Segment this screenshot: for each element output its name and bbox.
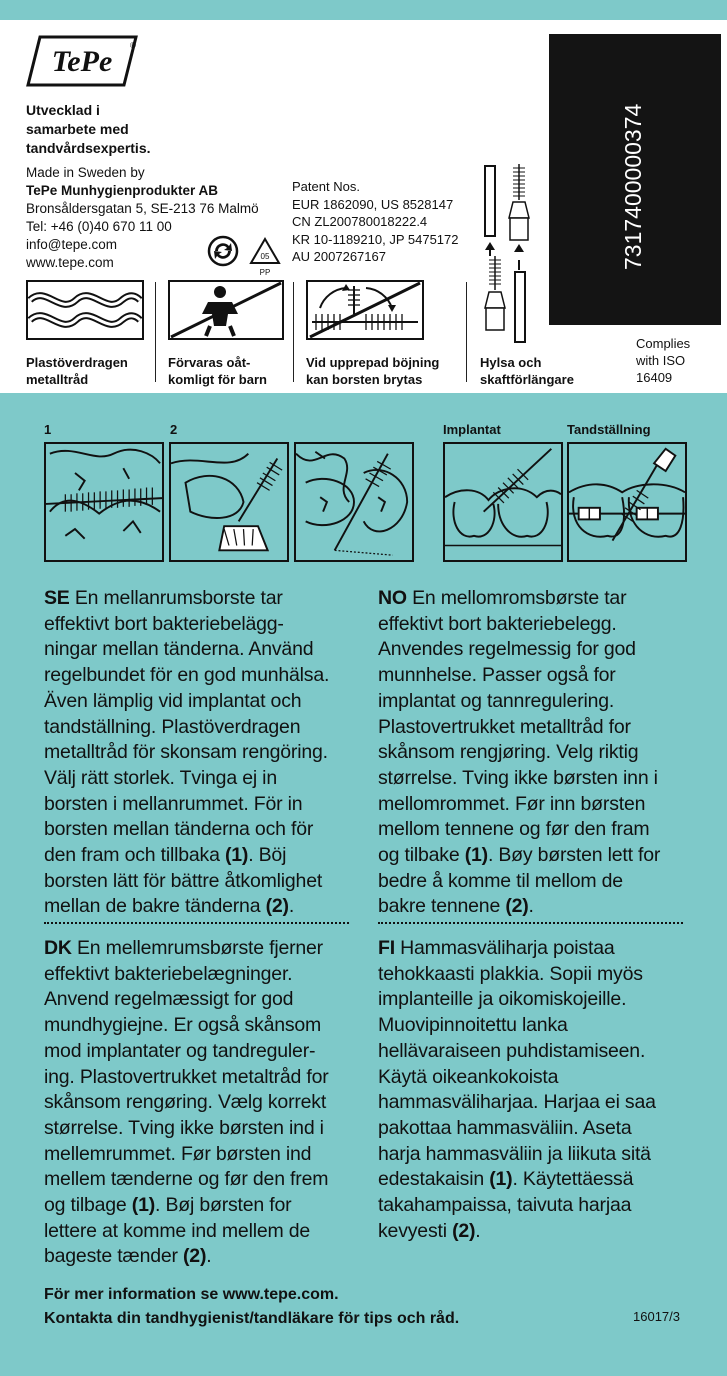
top-stripe bbox=[0, 0, 727, 20]
tagline-line: samarbete med bbox=[26, 121, 129, 137]
email: info@tepe.com bbox=[26, 237, 117, 252]
language-code: FI bbox=[378, 937, 395, 959]
text-line: mellom tennene og før den fram bbox=[378, 818, 650, 841]
text-line: pakottaa hammasväliin. Aseta bbox=[378, 1116, 632, 1139]
text-line: implantat og tannregulering. bbox=[378, 689, 615, 712]
text-line: . Bøj børsten for bbox=[155, 1194, 292, 1217]
text-line: . bbox=[475, 1219, 481, 1242]
keep-away-from-children-icon bbox=[168, 280, 284, 340]
coated-wire-icon bbox=[26, 280, 144, 340]
text-line: Muovipinnoitettu lanka bbox=[378, 1014, 568, 1037]
text-line: mundhygiejne. Er også skånsom bbox=[44, 1014, 322, 1037]
caption-line: Plastöverdragen bbox=[26, 355, 128, 370]
implant-illustration bbox=[443, 442, 563, 562]
text-line: og tilbage bbox=[44, 1194, 132, 1217]
tepe-logo bbox=[26, 35, 138, 87]
svg-text:TePe: TePe bbox=[51, 45, 113, 78]
text-line: Plastovertrukket metalltråd for bbox=[378, 715, 631, 738]
tagline-line: tandvårdsexpertis. bbox=[26, 140, 151, 156]
text-line: mellan de bakre tänderna bbox=[44, 895, 266, 918]
step-ref: (1) bbox=[224, 844, 249, 867]
tagline bbox=[26, 101, 266, 158]
text-line: hellävaraiseen puhdistamiseen. bbox=[378, 1039, 646, 1062]
instructions-se bbox=[44, 586, 364, 920]
step-ref: (2) bbox=[505, 895, 529, 918]
patent-title: Patent Nos. bbox=[292, 179, 360, 194]
text-line: den fram och tillbaka bbox=[44, 844, 225, 867]
text-line: mellomrommet. Før inn børsten bbox=[378, 792, 646, 815]
caption-line: kan borsten brytas bbox=[306, 372, 423, 387]
language-code: SE bbox=[44, 587, 70, 609]
text-line: . bbox=[206, 1245, 212, 1268]
step-ref: (1) bbox=[489, 1168, 513, 1191]
caption-line: Förvaras oåt- bbox=[168, 355, 251, 370]
icon-caption bbox=[306, 354, 466, 388]
step2-illustration bbox=[169, 442, 289, 562]
text-line: mod implantater og tandreguler- bbox=[44, 1039, 316, 1062]
caption-line: metalltråd bbox=[26, 372, 89, 387]
text-line: skånsom rengøring. Vælg korrekt bbox=[44, 1091, 327, 1114]
text-line: harja hammasväliin ja liikuta sitä bbox=[378, 1142, 651, 1165]
bending-warning-icon bbox=[306, 280, 424, 340]
patent-line: EUR 1862090, US 8528147 bbox=[292, 196, 454, 212]
text-line: effektivt bakteriebelægninger. bbox=[44, 962, 293, 985]
text-line: borsten i mellanrummet. För in bbox=[44, 792, 303, 815]
instructions-dk bbox=[44, 936, 364, 1270]
svg-text:®: ® bbox=[130, 41, 136, 50]
phone: Tel: +46 (0)40 670 11 00 bbox=[26, 219, 172, 234]
text-line: implanteille ja oikomiskojeille. bbox=[378, 988, 627, 1011]
text-line: hammasväliharjaa. Harjaa ei saa bbox=[378, 1091, 656, 1114]
text-line: bedre å komme til mellom de bbox=[378, 869, 623, 892]
complies-line: 16409 bbox=[636, 370, 673, 385]
article-code: 16017/3 bbox=[633, 1309, 680, 1324]
text-line: . bbox=[528, 895, 534, 918]
svg-text:7317400000374: 7317400000374 bbox=[620, 103, 646, 270]
text-line: takahampaissa, taivuta harjaa bbox=[378, 1194, 632, 1217]
text-line: kevyesti bbox=[378, 1219, 453, 1242]
text-line: En mellomromsbørste tar bbox=[406, 587, 627, 609]
patent-line: AU 2007267167 bbox=[292, 249, 386, 264]
text-line: borsten mellan tänderna och för bbox=[44, 818, 314, 841]
website: www.tepe.com bbox=[26, 255, 114, 270]
text-line: metalltråd för skonsam rengöring. bbox=[44, 741, 328, 764]
text-line: mellem tænderne og før den frem bbox=[44, 1168, 329, 1191]
complies-line: Complies bbox=[636, 336, 691, 351]
step-ref: (2) bbox=[452, 1219, 476, 1242]
step-number: 1 bbox=[44, 422, 52, 437]
address: Bronsåldersgatan 5, SE-213 76 Malmö bbox=[26, 201, 259, 216]
recycling-icon bbox=[205, 233, 285, 277]
footer-info bbox=[44, 1283, 459, 1331]
text-line: effektivt bort bakteriebelägg- bbox=[44, 612, 284, 635]
iso-compliance bbox=[636, 335, 724, 386]
made-in: Made in Sweden by bbox=[26, 165, 145, 180]
step-ref: (1) bbox=[131, 1194, 156, 1217]
text-line: effektivt bort bakteriebelegg. bbox=[378, 612, 617, 635]
text-line: Välj rätt storlek. Tvinga ej in bbox=[44, 766, 277, 789]
icon-caption bbox=[168, 354, 298, 388]
braces-label: Tandställning bbox=[567, 422, 651, 437]
sleeve-extender-icon bbox=[477, 160, 537, 350]
instructions-fi bbox=[378, 936, 708, 1244]
text-line: Hammasväliharja poistaa bbox=[394, 937, 615, 959]
text-line: ing. Plastovertrukket metaltråd for bbox=[44, 1065, 329, 1088]
text-line: . Bøy børsten lett for bbox=[487, 844, 661, 867]
step1-illustration bbox=[44, 442, 164, 562]
svg-text:PP: PP bbox=[259, 268, 271, 277]
text-line: lettere at komme ind mellem de bbox=[44, 1219, 311, 1242]
tagline-line: Utvecklad i bbox=[26, 102, 100, 118]
step-ref: (1) bbox=[464, 844, 488, 867]
text-line: bakre tennene bbox=[378, 895, 506, 918]
caption-line: Vid upprepad böjning bbox=[306, 355, 440, 370]
text-line: Anvendes regelmessig for god bbox=[378, 638, 636, 661]
text-line: En mellanrumsborste tar bbox=[69, 587, 283, 609]
text-line: En mellemrumsbørste fjerner bbox=[71, 937, 323, 959]
text-line: Anvend regelmæssigt for god bbox=[44, 988, 294, 1011]
text-line: skånsom rengjøring. Velg riktig bbox=[378, 741, 639, 764]
text-line: edestakaisin bbox=[378, 1168, 490, 1191]
caption-line: komligt för barn bbox=[168, 372, 267, 387]
text-line: størrelse. Tving ikke børsten inn i bbox=[378, 766, 658, 789]
text-line: størrelse. Tving ikke børsten ind i bbox=[44, 1116, 324, 1139]
text-line: mellemrummet. Før børsten ind bbox=[44, 1142, 312, 1165]
text-line: og tilbake bbox=[378, 844, 465, 867]
svg-text:05: 05 bbox=[260, 252, 270, 261]
text-line: tehokkaasti plakkia. Sopii myös bbox=[378, 962, 643, 985]
implant-label: Implantat bbox=[443, 422, 501, 437]
step-number: 2 bbox=[170, 422, 178, 437]
step-ref: (2) bbox=[183, 1245, 207, 1268]
caption-line: Hylsa och bbox=[480, 355, 542, 370]
text-line: Även lämplig vid implantat och bbox=[44, 689, 302, 712]
dotted-divider bbox=[378, 922, 683, 924]
text-line: . bbox=[288, 895, 295, 918]
step2b-illustration bbox=[294, 442, 414, 562]
text-line: borsten lätt för bättre åtkomlighet bbox=[44, 869, 323, 892]
instructions-no bbox=[378, 586, 708, 920]
icon-caption bbox=[480, 354, 600, 388]
divider bbox=[466, 282, 467, 382]
caption-line: skaftförlängare bbox=[480, 372, 574, 387]
text-line: Käytä oikeankokoista bbox=[378, 1065, 559, 1088]
text-line: munnhelse. Passer også for bbox=[378, 664, 616, 687]
footer-line: För mer information se www.tepe.com. bbox=[44, 1286, 339, 1303]
text-line: tandställning. Plastöverdragen bbox=[44, 715, 301, 738]
patent-line: CN ZL200780018222.4 bbox=[292, 214, 428, 229]
icon-caption bbox=[26, 354, 166, 388]
patent-line: KR 10-1189210, JP 5475172 bbox=[292, 231, 459, 247]
step-ref: (2) bbox=[265, 895, 289, 918]
dotted-divider bbox=[44, 922, 349, 924]
braces-illustration bbox=[567, 442, 687, 562]
language-code: DK bbox=[44, 937, 72, 959]
text-line: . Böj bbox=[248, 844, 287, 867]
complies-line: with ISO bbox=[636, 353, 686, 368]
text-line: bageste tænder bbox=[44, 1245, 184, 1268]
barcode-number bbox=[599, 52, 659, 272]
text-line: ningar mellan tänderna. Använd bbox=[44, 638, 314, 661]
text-line: . Käytettäessä bbox=[512, 1168, 634, 1191]
language-code: NO bbox=[378, 587, 407, 609]
patent-info bbox=[292, 178, 482, 266]
company-name: TePe Munhygienprodukter AB bbox=[26, 183, 219, 198]
footer-line: Kontakta din tandhygienist/tandläkare för tips och råd. bbox=[44, 1310, 460, 1327]
text-line: regelbundet för en god munhälsa. bbox=[44, 664, 330, 687]
